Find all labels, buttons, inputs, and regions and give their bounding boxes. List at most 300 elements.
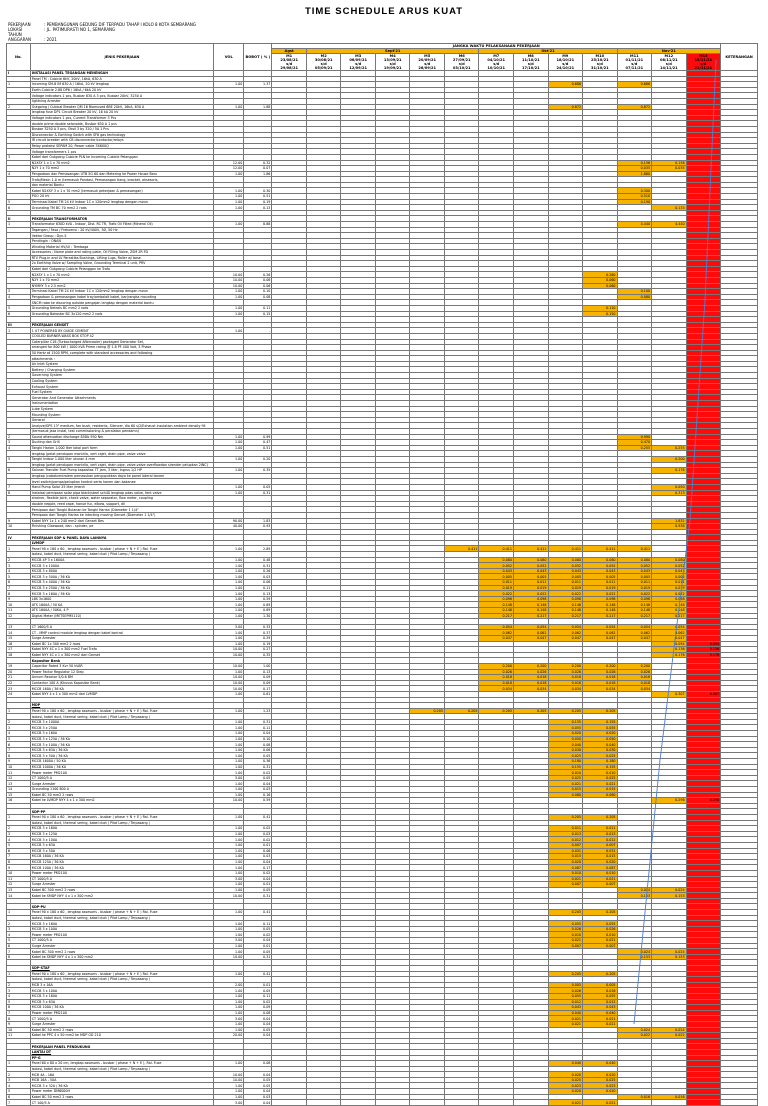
cell-jenis: Power meter PM2100 bbox=[30, 770, 213, 776]
cell-jenis: MCCB 3 x 160A bbox=[30, 826, 213, 832]
cell-bobot: 0.09 bbox=[244, 680, 272, 686]
cell-no: 1 bbox=[7, 814, 31, 820]
cell-jenis: MCCB 100A / 36 KA bbox=[30, 865, 213, 871]
cell-jenis: Sound attenuation discharge 85Db 950 Nm bbox=[30, 434, 213, 440]
cell-week: 0.010 bbox=[548, 932, 583, 938]
cell-jenis: MCCB 3 x 100A bbox=[30, 837, 213, 843]
cell-jenis: MCCB 4P 3 x 1600A bbox=[30, 557, 213, 563]
cell-vol: 1.00 bbox=[214, 781, 244, 787]
week-d: 15/11/21 bbox=[694, 58, 713, 62]
cell-no: 8 bbox=[7, 859, 31, 865]
table-row bbox=[7, 1100, 758, 1106]
cell-vol: 20.00 bbox=[214, 1033, 244, 1039]
cell-no: I bbox=[7, 71, 31, 77]
month-label: Okt'21 bbox=[479, 49, 617, 54]
cell-jenis: Incoming SM-6 IM 630 A / 16kA, 20 kV lengkap bbox=[30, 82, 213, 88]
cell-bobot: 0.20 bbox=[244, 456, 272, 462]
month-label: Nov'21 bbox=[617, 49, 721, 54]
cell-jenis: lengkap (pelat pendupan montrilo, vert cajet, drain pipe, valve-valve overflowdan sirender pelupkan 2INC) bbox=[30, 462, 213, 468]
cell-week: 0.011 bbox=[583, 580, 618, 586]
cell-jenis: Exhaust System bbox=[30, 384, 213, 390]
cell-week: 0.015 bbox=[583, 787, 618, 793]
cell-bobot: 0.41 bbox=[244, 814, 272, 820]
cell-week: 0.148 bbox=[514, 602, 549, 608]
cell-jenis: Kabel ke SMDP NYY 4 x 1 x 300 mm2 bbox=[30, 954, 213, 960]
cell-jenis: Panel 60 x 80 x 20 cm, lengkap assesoris - busbar ( phase + N + E ), Ral. Fuse bbox=[30, 1061, 213, 1067]
cell-vol: 1.00 bbox=[214, 859, 244, 865]
cell-jenis: Ducting dan Grill bbox=[30, 440, 213, 446]
cell-week: 0.005 bbox=[652, 574, 687, 580]
cell-week: 0.054 bbox=[548, 624, 583, 630]
cell-jenis: Pengadaan dan Pemasangan UTB 5G 60 dan Metering ke Power House Baru bbox=[30, 171, 213, 177]
cell-jenis: strainer, flexible joint, check valve, water separator, flow meter, coupling bbox=[30, 496, 213, 502]
cell-week: 0.060 bbox=[583, 277, 618, 283]
cell-week: 0.018 bbox=[514, 680, 549, 686]
cell-week: 0.020 bbox=[548, 1089, 583, 1095]
cell-vol: 1.00 bbox=[214, 887, 244, 893]
cell-jenis: Pengadaan & pemasangan kabel tray/ambalalt kabel, bar/rangka mounting bbox=[30, 294, 213, 300]
cell-no: 8 bbox=[7, 490, 31, 496]
cell-no: 1 bbox=[7, 910, 31, 916]
cell-vol: 10.00 bbox=[214, 277, 244, 283]
cell-no: 8 bbox=[7, 591, 31, 597]
cell-week bbox=[617, 1100, 652, 1106]
cell-week: 0.005 bbox=[479, 574, 514, 580]
cell-jenis: lengkap (pelat pendupan montrilo, vert cajet, drain pipe, valve valve bbox=[30, 451, 213, 457]
week-e: 26/09/21 bbox=[418, 66, 437, 70]
cell-vol: 3.00 bbox=[214, 1100, 244, 1106]
cell-bobot: 0.33 bbox=[244, 624, 272, 630]
cell-bobot: 0.51 bbox=[244, 445, 272, 451]
cell-week: 0.043 bbox=[548, 1005, 583, 1011]
cell-jenis: MCCB 3 x 160A bbox=[30, 731, 213, 737]
cell-week: 0.035 bbox=[617, 166, 652, 172]
cell-week: 0.012 bbox=[583, 999, 618, 1005]
cell-week: 0.098 bbox=[583, 596, 618, 602]
cell-vol: 1.00 bbox=[214, 490, 244, 496]
cell-jenis: Kabel BC 300 mm2 2 rows bbox=[30, 949, 213, 955]
cell-vol: 1.00 bbox=[214, 792, 244, 798]
cell-week: 0.055 bbox=[548, 725, 583, 731]
cell-no: 7 bbox=[7, 585, 31, 591]
cell-week: 0.031 bbox=[583, 848, 618, 854]
cell-week: 0.200 bbox=[617, 663, 652, 669]
cell-bobot: 0.04 bbox=[244, 1021, 272, 1027]
cell-week: 0.040 bbox=[583, 1061, 618, 1067]
cell-bobot: 0.06 bbox=[244, 580, 272, 586]
week-s: s/d bbox=[527, 62, 534, 66]
cell-week: 0.217 bbox=[548, 613, 583, 619]
cell-week: 0.050 bbox=[548, 736, 583, 742]
cell-vol: 10.00 bbox=[214, 283, 244, 289]
cell-week: 0.020 bbox=[583, 731, 618, 737]
cell-jenis: Kabel BC 300 mm2 2 rows bbox=[30, 887, 213, 893]
cell-jenis: Instrumentation bbox=[30, 401, 213, 407]
week-e: 12/09/21 bbox=[349, 66, 367, 70]
cell-vol: 1.00 bbox=[214, 205, 244, 211]
cell-bobot: 0.31 bbox=[244, 893, 272, 899]
cell-bobot: 0.31 bbox=[244, 719, 272, 725]
cell-week: 0.020 bbox=[583, 1089, 618, 1095]
cell-week: 0.054 bbox=[583, 624, 618, 630]
cell-bobot: 0.06 bbox=[244, 747, 272, 753]
cell-week: 0.052 bbox=[514, 563, 549, 569]
cell-vol: 10.00 bbox=[214, 647, 244, 653]
cell-week: 0.019 bbox=[617, 585, 652, 591]
cell-bobot: 0.03 bbox=[244, 854, 272, 860]
week-e: 29/08/21 bbox=[280, 66, 298, 70]
cell-week bbox=[375, 1100, 410, 1106]
cell-vol: 1.00 bbox=[214, 82, 244, 88]
cell-jenis: MCCB 3 x 160A bbox=[30, 921, 213, 927]
cell-no: 6 bbox=[7, 943, 31, 949]
cell-week: 0.005 bbox=[583, 574, 618, 580]
cell-no: 4 bbox=[7, 1083, 31, 1089]
cell-no: 9 bbox=[7, 596, 31, 602]
cell-jenis: Transformator 630D kVA - Indoor, Dist. RC TR, Trafo Oil Filled (Mineral Oil) bbox=[30, 222, 213, 228]
cell-bobot: 0.61 bbox=[244, 691, 272, 697]
cell-week: 0.148 bbox=[583, 602, 618, 608]
cell-week bbox=[686, 1100, 721, 1106]
cell-no: 4 bbox=[7, 731, 31, 737]
cell-jenis: dan material Bantu bbox=[30, 182, 213, 188]
week-m: M1 bbox=[286, 54, 293, 58]
cell-vol: 10.00 bbox=[214, 663, 244, 669]
cell-jenis: Analyze/GPS 13" medium, fan bush, residents, Silencer, dia 60 s/2/Exhaust insulation ambient density fill bbox=[30, 423, 213, 429]
cell-bobot: 1.88 bbox=[244, 104, 272, 110]
cell-week: 0.024 bbox=[617, 949, 652, 955]
cell-no: 4 bbox=[7, 932, 31, 938]
cell-week: 0.055 bbox=[583, 725, 618, 731]
cell-no: 3 bbox=[7, 725, 31, 731]
cell-week: 0.080 bbox=[583, 557, 618, 563]
cell-bobot: 0.05 bbox=[244, 887, 272, 893]
cell-bobot: 0.31 bbox=[244, 764, 272, 770]
cell-bobot: 0.06 bbox=[244, 283, 272, 289]
cell-week: 0.018 bbox=[617, 680, 652, 686]
cell-no: 3 bbox=[7, 289, 31, 295]
cell-week: 0.150 bbox=[583, 311, 618, 317]
week-s: s/d bbox=[631, 62, 638, 66]
cell-bobot: 0.01 bbox=[244, 943, 272, 949]
cell-vol: 1.00 bbox=[214, 1027, 244, 1033]
cell-keterangan bbox=[721, 1100, 758, 1106]
cell-jenis: Vektor Group : Dyn-5 bbox=[30, 233, 213, 239]
cell-week: 0.034 bbox=[548, 686, 583, 692]
cell-week: 0.025 bbox=[583, 753, 618, 759]
cell-bobot: 1.37 bbox=[244, 82, 272, 88]
cell-vol: 12.00 bbox=[214, 160, 244, 166]
cell-vol: 1.00 bbox=[214, 563, 244, 569]
cell-jenis: attachments : bbox=[30, 356, 213, 362]
meta-key: PEKERJAAN bbox=[8, 22, 31, 27]
cell-bobot: 0.02 bbox=[244, 826, 272, 832]
cell-week: 0.025 bbox=[548, 775, 583, 781]
cell-bobot: 0.06 bbox=[244, 277, 272, 283]
cell-no: 5 bbox=[7, 305, 31, 311]
month-label: Sept'21 bbox=[306, 49, 479, 54]
cell-week: 0.040 bbox=[548, 1061, 583, 1067]
cell-week: 0.018 bbox=[514, 675, 549, 681]
cell-bobot: 0.36 bbox=[244, 759, 272, 765]
cell-vol: 1.00 bbox=[214, 932, 244, 938]
cell-vol: 1.00 bbox=[214, 826, 244, 832]
cell-jenis: PEKERJAAN SDP & PANEL DAYA LAINNYA bbox=[30, 535, 213, 541]
cell-jenis: Terminasi Kabel TM 24 kV Indoor 1C x 120mm2 lengkap dengan moun bbox=[30, 199, 213, 205]
cell-jenis: Panel 90 x 180 x 60 , lengkap assesoris - busbar ( phase + N + E ) Ral. Fuse bbox=[30, 814, 213, 820]
cell-vol: 1.00 bbox=[214, 1094, 244, 1100]
cell-bobot: 0.41 bbox=[244, 910, 272, 916]
cell-week: 0.080 bbox=[548, 557, 583, 563]
cell-vol: 1.00 bbox=[214, 708, 244, 714]
cell-vol: 10.00 bbox=[214, 652, 244, 658]
cell-week: 0.018 bbox=[583, 675, 618, 681]
cell-week: 0.205 bbox=[514, 708, 549, 714]
cell-jenis: isolasi, kabel duct, thermal sering, kabel duct ( Pilot Lamp / Terpasang ) bbox=[30, 977, 213, 983]
cell-week: 0.010 bbox=[548, 770, 583, 776]
cell-jenis: MCCB 3 x 800A bbox=[30, 568, 213, 574]
cell-vol: 1.00 bbox=[214, 171, 244, 177]
cell-jenis: Cooling System bbox=[30, 378, 213, 384]
cell-jenis: Grounding 1100 800 A bbox=[30, 787, 213, 793]
cell-week: 0.050 bbox=[652, 484, 687, 490]
cell-no: 13 bbox=[7, 781, 31, 787]
cell-week: 0.022 bbox=[617, 1033, 652, 1039]
cell-bobot: 0.15 bbox=[244, 311, 272, 317]
cell-no: 23 bbox=[7, 686, 31, 692]
meta-key: TAHUN ANGGARAN bbox=[8, 32, 32, 42]
cell-jenis: MCCB 3 x 125A / 36 KA bbox=[30, 736, 213, 742]
cell-week: 0.686 bbox=[548, 82, 583, 88]
cell-bobot: 0.02 bbox=[244, 770, 272, 776]
cell-jenis: Kabel BC 1x 300 mm2 2 rows bbox=[30, 641, 213, 647]
cell-vol: 1.00 bbox=[214, 445, 244, 451]
cell-no: 2 bbox=[7, 719, 31, 725]
cell-week: 0.148 bbox=[617, 602, 652, 608]
cell-vol: 1.00 bbox=[214, 311, 244, 317]
cell-jenis: MCCB 160A / 36 KA bbox=[30, 854, 213, 860]
cell-jenis: CT 1000/5 A bbox=[30, 775, 213, 781]
cell-week: 0.011 bbox=[514, 580, 549, 586]
cell-jenis: Kabel N2XSY 3 x 1 x 70 mm2 (termasuk pekerjaan & pemasangan) bbox=[30, 188, 213, 194]
cell-vol: 1.00 bbox=[214, 870, 244, 876]
cell-jenis: LBS 3x1600 bbox=[30, 596, 213, 602]
week-header-m5 bbox=[410, 54, 445, 71]
cell-vol: 10.00 bbox=[214, 893, 244, 899]
cell-week: 0.010 bbox=[583, 770, 618, 776]
cell-week: 0.034 bbox=[583, 686, 618, 692]
cell-week: 0.005 bbox=[514, 574, 549, 580]
cell-no: 6 bbox=[7, 468, 31, 474]
cell-bobot: 0.02 bbox=[244, 999, 272, 1005]
cell-week: 0.153 bbox=[617, 954, 652, 960]
cell-jenis: MCCB 1000A / 36 KA bbox=[30, 764, 213, 770]
cell-week: 0.011 bbox=[583, 826, 618, 832]
cell-jenis: MCCB 3 x 250A / 36 KA bbox=[30, 585, 213, 591]
cell-jenis: lightning Arrester bbox=[30, 98, 213, 104]
cell-jenis: double prime double selonoide, Busbar 630 A 1 pcs bbox=[30, 121, 213, 127]
cell-week: 0.217 bbox=[583, 613, 618, 619]
cell-no: 13 bbox=[7, 887, 31, 893]
cell-week bbox=[341, 1100, 376, 1106]
week-m: M12 bbox=[664, 54, 674, 58]
cell-bobot: 0.13 bbox=[244, 591, 272, 597]
cell-no: 1 bbox=[7, 708, 31, 714]
week-s: s/d bbox=[665, 62, 672, 66]
cell-week: 0.136 bbox=[686, 647, 721, 653]
cell-bobot: 0.07 bbox=[244, 166, 272, 172]
cell-bobot: 0.04 bbox=[244, 1100, 272, 1106]
cell-jenis: arranged for 800 kW / 1000 kVA Prime rating @ 1.8 PF 400 Volt, 3 Phase bbox=[30, 345, 213, 351]
cell-no: 5 bbox=[7, 736, 31, 742]
cell-jenis: Accessories : Name plate and rating plate, Oil Filling Valve, ZSM 2R FD bbox=[30, 250, 213, 256]
cell-no: 11 bbox=[7, 770, 31, 776]
cell-no: 4 bbox=[7, 171, 31, 177]
week-header-m6 bbox=[444, 54, 479, 71]
cell-no: 7 bbox=[7, 747, 31, 753]
cell-no: 2 bbox=[7, 104, 31, 110]
col-keterangan: KETERANGAN bbox=[721, 44, 758, 71]
cell-jenis: Power meter PM2100 bbox=[30, 932, 213, 938]
cell-jenis: Busbar 3250 A 3 pcs, Oksil 3 by 320 / 5A 1 Pcs bbox=[30, 126, 213, 132]
cell-week: 0.087 bbox=[583, 865, 618, 871]
cell-no: 7 bbox=[7, 484, 31, 490]
cell-week bbox=[479, 1100, 514, 1106]
cell-week: 0.872 bbox=[617, 104, 652, 110]
cell-bobot: 0.02 bbox=[244, 870, 272, 876]
cell-week: 0.015 bbox=[548, 854, 583, 860]
cell-vol: 1.00 bbox=[214, 468, 244, 474]
cell-week: 0.087 bbox=[548, 865, 583, 871]
cell-no: IV bbox=[7, 535, 31, 541]
cell-no: 19 bbox=[7, 663, 31, 669]
cell-vol: 1.00 bbox=[214, 759, 244, 765]
cell-no: 14 bbox=[7, 787, 31, 793]
cell-jenis: MCCB 3 x 63A / 36 KA bbox=[30, 747, 213, 753]
cell-week: 0.300 bbox=[617, 188, 652, 194]
cell-jenis: Voltage indicators 1 pcs, Current Transformer 3 Pcs bbox=[30, 115, 213, 121]
cell-week: 0.047 bbox=[514, 635, 549, 641]
cell-no: 6 bbox=[7, 311, 31, 317]
cell-week: 0.020 bbox=[548, 859, 583, 865]
cell-week: 0.007 bbox=[583, 943, 618, 949]
cell-jenis: COOLED BURNER-WASS BOX STOP 42 bbox=[30, 333, 213, 339]
cell-week: 0.938 bbox=[652, 524, 687, 530]
cell-vol: 3.00 bbox=[214, 1016, 244, 1022]
cell-jenis: Surge Arrester bbox=[30, 943, 213, 949]
cell-bobot: 0.08 bbox=[244, 1010, 272, 1016]
cell-week: 0.019 bbox=[479, 585, 514, 591]
cell-week: 0.205 bbox=[583, 971, 618, 977]
cell-week: 0.205 bbox=[583, 910, 618, 916]
cell-week: 0.148 bbox=[617, 608, 652, 614]
cell-jenis: MCCB 3 x 50A bbox=[30, 848, 213, 854]
cell-no: II bbox=[7, 216, 31, 222]
cell-bobot: - bbox=[244, 328, 272, 334]
cell-jenis: Surge Arrester bbox=[30, 781, 213, 787]
cell-week: 0.040 bbox=[583, 742, 618, 748]
cell-vol: 1.00 bbox=[214, 865, 244, 871]
week-m: M9 bbox=[562, 54, 569, 58]
cell-week: 0.007 bbox=[548, 882, 583, 888]
week-e: 21/11/21 bbox=[694, 66, 713, 70]
cell-week: 0.007 bbox=[548, 943, 583, 949]
cell-week: 0.024 bbox=[617, 887, 652, 893]
cell-bobot: 0.05 bbox=[244, 988, 272, 994]
cell-week: 0.148 bbox=[548, 608, 583, 614]
week-header-m11 bbox=[617, 54, 652, 71]
cell-week: 0.022 bbox=[479, 591, 514, 597]
cell-no: III bbox=[7, 322, 31, 328]
week-s: s/d bbox=[596, 62, 603, 66]
cell-no: 4 bbox=[7, 837, 31, 843]
cell-week: 0.031 bbox=[548, 848, 583, 854]
cell-bobot: 0.37 bbox=[244, 630, 272, 636]
cell-week: 0.094 bbox=[686, 641, 721, 647]
cell-jenis: isolasi, kabel duct, thermal sering, kabel duct ( Pilot Lamp / Terpasang ) bbox=[30, 915, 213, 921]
cell-jenis: MCCB 3 x 400A / 36 KA bbox=[30, 580, 213, 586]
cell-vol: 1.00 bbox=[214, 764, 244, 770]
cell-vol: 10.00 bbox=[214, 680, 244, 686]
cell-jenis: Voltage indicators 1 pcs, Busbar 630 A 3 pcs, Busbar 20kV, 3250 A bbox=[30, 93, 213, 99]
cell-jenis: MCCB 3 x 125A bbox=[30, 831, 213, 837]
col-jangka-waktu: JANGKA WAKTU PELAKSANAAN PEKERJAAN bbox=[272, 44, 721, 49]
cell-week: 0.021 bbox=[548, 1016, 583, 1022]
cell-bobot: 0.35 bbox=[244, 652, 272, 658]
cell-bobot: 0.04 bbox=[244, 1089, 272, 1095]
cell-vol: 1.00 bbox=[214, 770, 244, 776]
cell-vol: 10.00 bbox=[214, 1072, 244, 1078]
cell-week: 0.020 bbox=[548, 731, 583, 737]
cell-bobot: 0.06 bbox=[244, 848, 272, 854]
cell-week: 0.080 bbox=[514, 557, 549, 563]
cell-bobot: 0.03 bbox=[244, 1094, 272, 1100]
cell-week: 0.018 bbox=[617, 675, 652, 681]
cell-vol: 2.00 bbox=[214, 982, 244, 988]
cell-jenis: 1 UT POWERED BY GUIDE CEMENT bbox=[30, 328, 213, 334]
col-no: No. bbox=[7, 44, 31, 71]
cell-jenis: MCB 3 x 16A bbox=[30, 982, 213, 988]
cell-week: 0.021 bbox=[548, 1021, 583, 1027]
cell-vol: 1.00 bbox=[214, 294, 244, 300]
cell-week: 0.024 bbox=[652, 949, 687, 955]
cell-bobot: 0.31 bbox=[244, 490, 272, 496]
week-m: M13 bbox=[699, 54, 708, 58]
cell-no: 3 bbox=[7, 988, 31, 994]
cell-jenis: Tangki Indoor 1.000 liter ukuran 4 mm bbox=[30, 456, 213, 462]
cell-bobot: 0.19 bbox=[244, 199, 272, 205]
week-e: 05/09/21 bbox=[314, 66, 333, 70]
cell-vol: 1.00 bbox=[214, 719, 244, 725]
meta-value: : JL. PATIMURASTI NO 1, SEMARANG bbox=[44, 27, 116, 32]
cell-jenis: MCCB 3 x 63A bbox=[30, 842, 213, 848]
cell-bobot: 0.08 bbox=[244, 742, 272, 748]
cell-week: 0.019 bbox=[652, 585, 687, 591]
cell-jenis: Kabel NYY 1x 1 x 240 mm2 dari Genset Bes bbox=[30, 518, 213, 524]
cell-week: 0.011 bbox=[548, 580, 583, 586]
cell-vol: 1.00 bbox=[214, 613, 244, 619]
cell-vol: 1.00 bbox=[214, 1010, 244, 1016]
cell-week: 0.022 bbox=[548, 591, 583, 597]
cell-week: 0.411 bbox=[583, 546, 618, 552]
cell-jenis: MCCB 1600A / 50 KA bbox=[30, 759, 213, 765]
cell-vol: 1.00 bbox=[214, 842, 244, 848]
cell-jenis: MCCB 3 x 160A / 36 KA bbox=[30, 591, 213, 597]
cell-jenis: General bbox=[30, 417, 213, 423]
cell-no: 3 bbox=[7, 154, 31, 160]
week-header-m2 bbox=[306, 54, 341, 71]
cell-jenis: PEKERJAAN PANEL PENDUKUNG bbox=[30, 1044, 213, 1050]
